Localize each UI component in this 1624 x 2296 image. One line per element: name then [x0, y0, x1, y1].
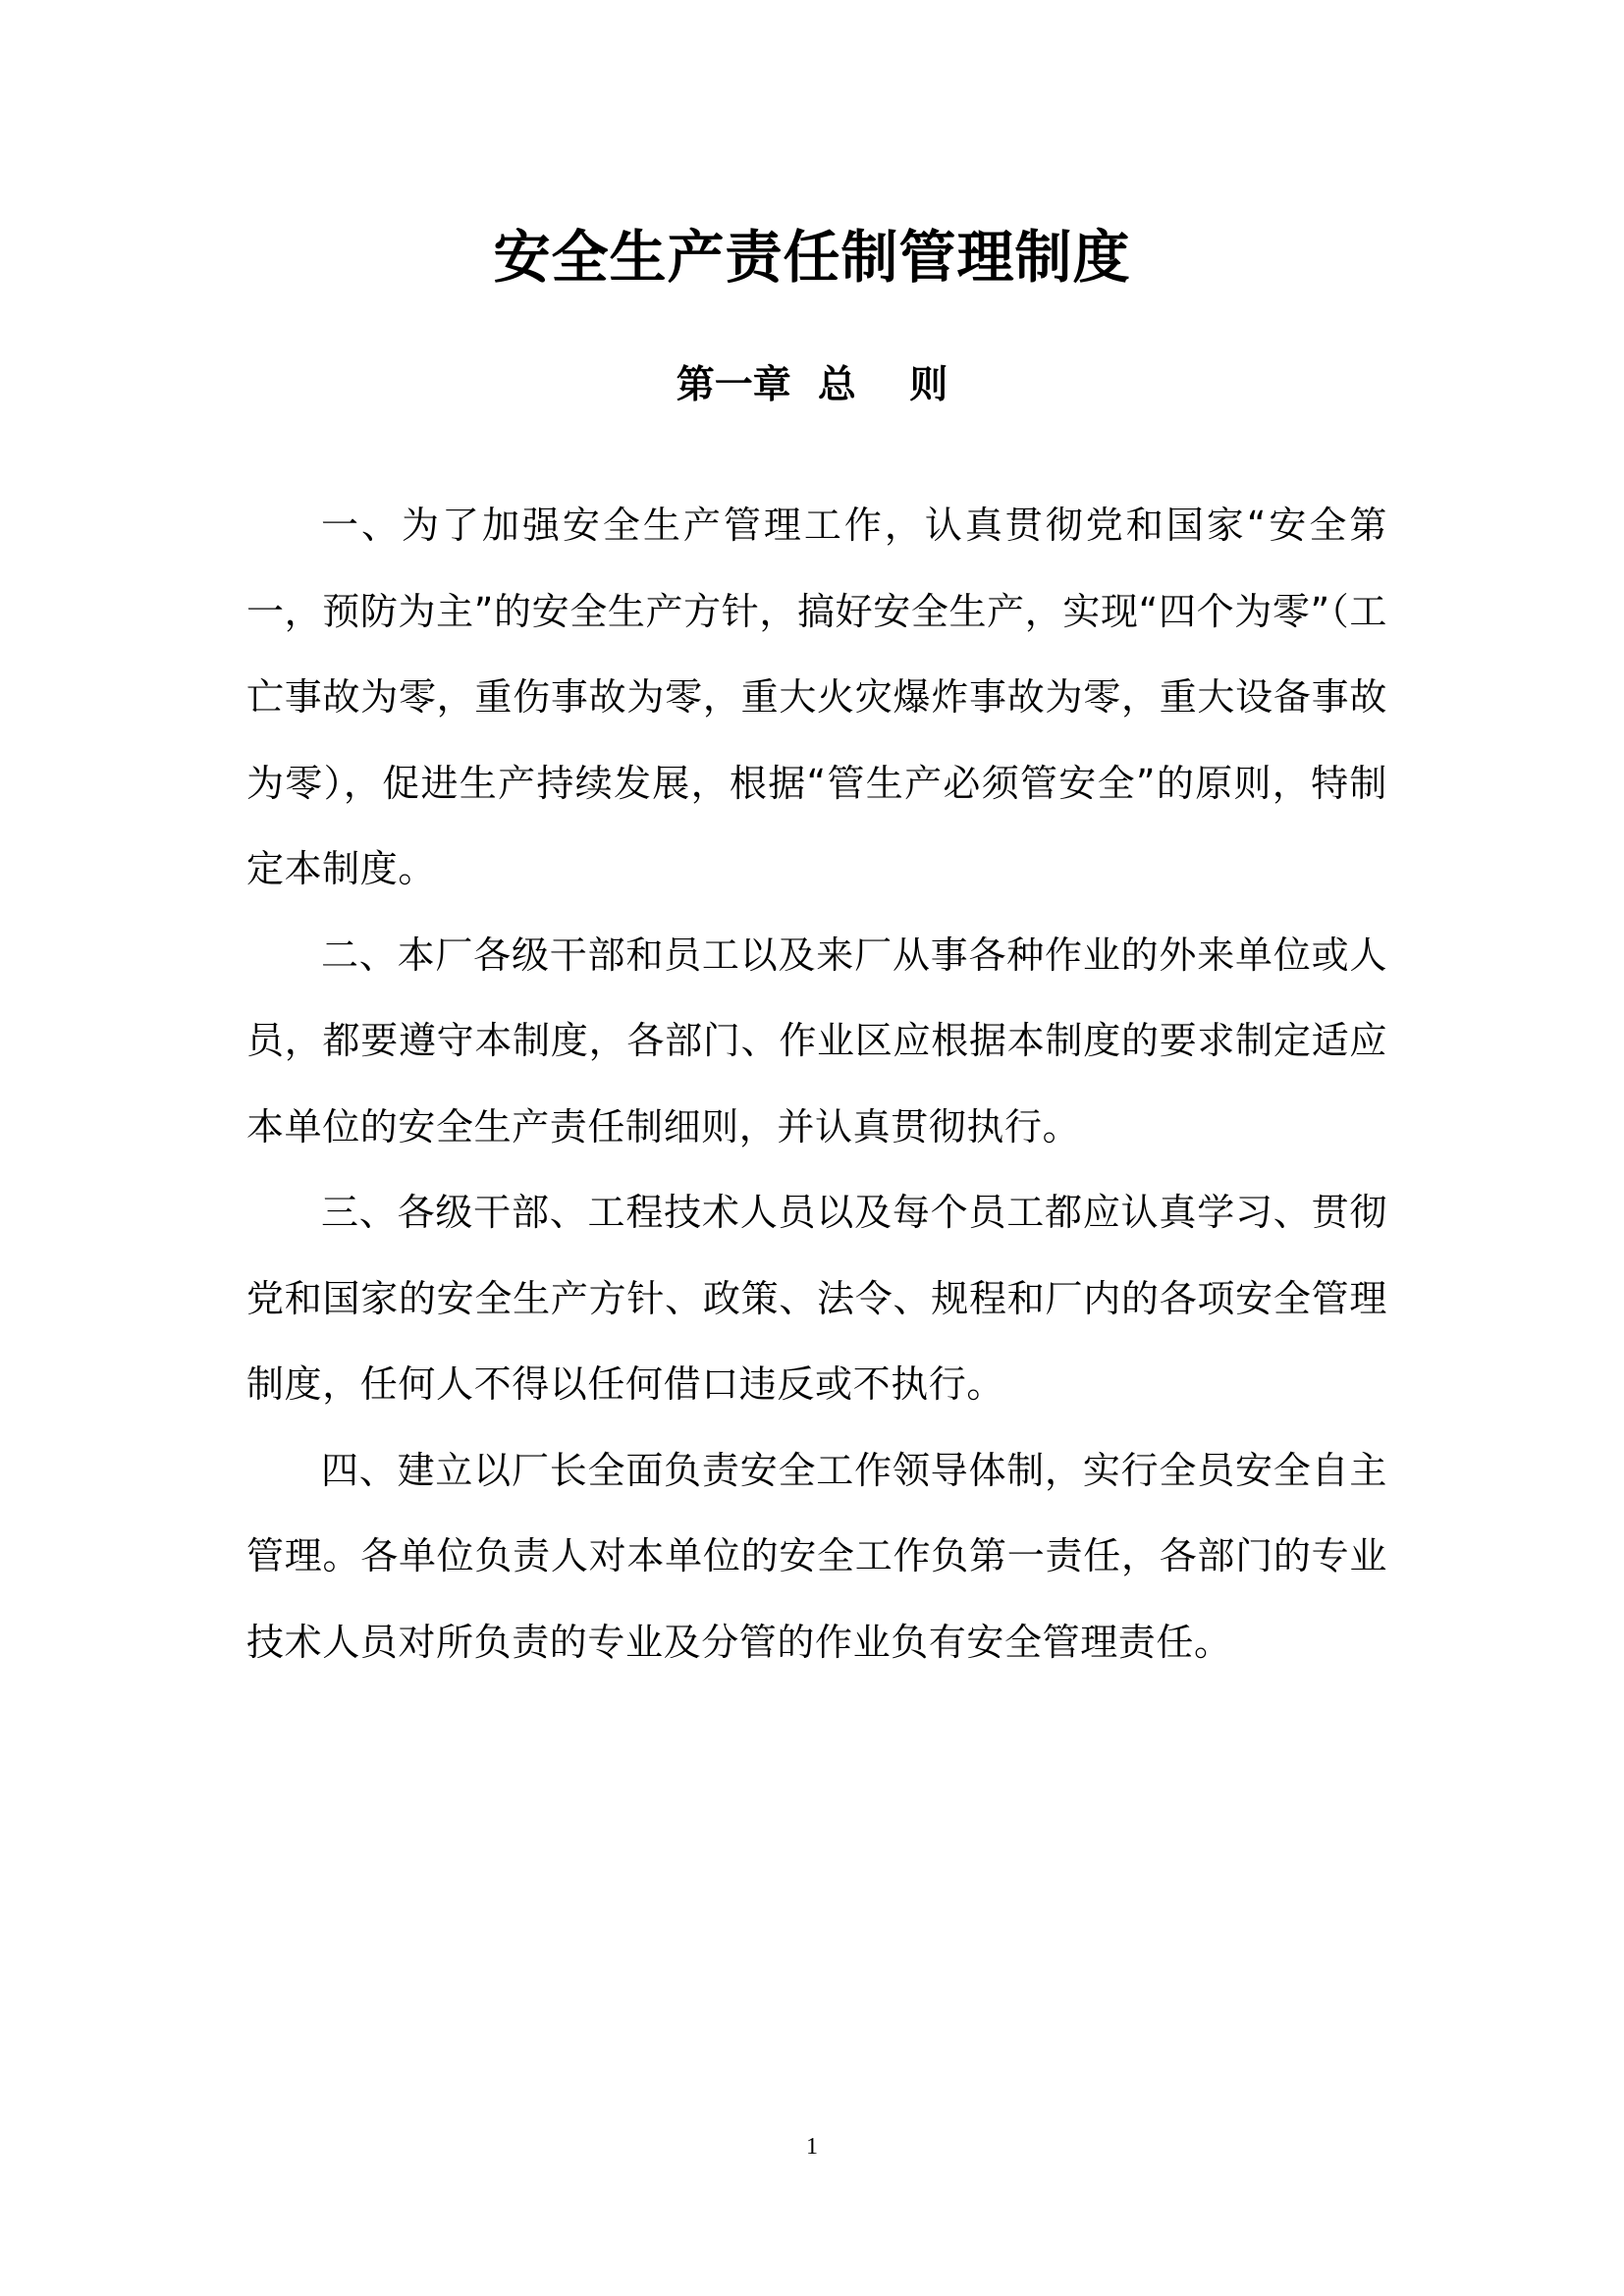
document-title: 安全生产责任制管理制度: [493, 224, 1131, 291]
paragraph-2: 二、本厂各级干部和员工以及来厂从事各种作业的外来单位或人员，都要遵守本制度，各部门、作业区应根据本制度的要求制定适应本单位的安全生产责任制细则，并认真贯彻执行。: [246, 933, 1387, 1148]
paragraph-3: 三、各级干部、工程技术人员以及每个员工都应认真学习、贯彻党和国家的安全生产方针、政策、法令、规程和厂内的各项安全管理制度，任何人不得以任何借口违反或不执行。: [246, 1191, 1387, 1406]
paragraph-1: 一、为了加强安全生产管理工作，认真贯彻党和国家“安全第一，预防为主”的安全生产方针，搞好安全生产，实现“四个为零”（工亡事故为零，重伤事故为零，重大火灾爆炸事故为零，重大设备事故为零），促进生产持续发展，根据“管生产必须管安全”的原则，特制定本制度。: [246, 504, 1387, 890]
document-body: [246, 483, 1387, 1685]
page-number: 1: [806, 2134, 818, 2160]
chapter-heading: 第一章 总 则: [676, 363, 948, 407]
paragraph-4: 四、建立以厂长全面负责安全工作领导体制，实行全员安全自主管理。各单位负责人对本单位的安全工作负第一责任，各部门的专业技术人员对所负责的专业及分管的作业负有安全管理责任。: [246, 1448, 1387, 1664]
